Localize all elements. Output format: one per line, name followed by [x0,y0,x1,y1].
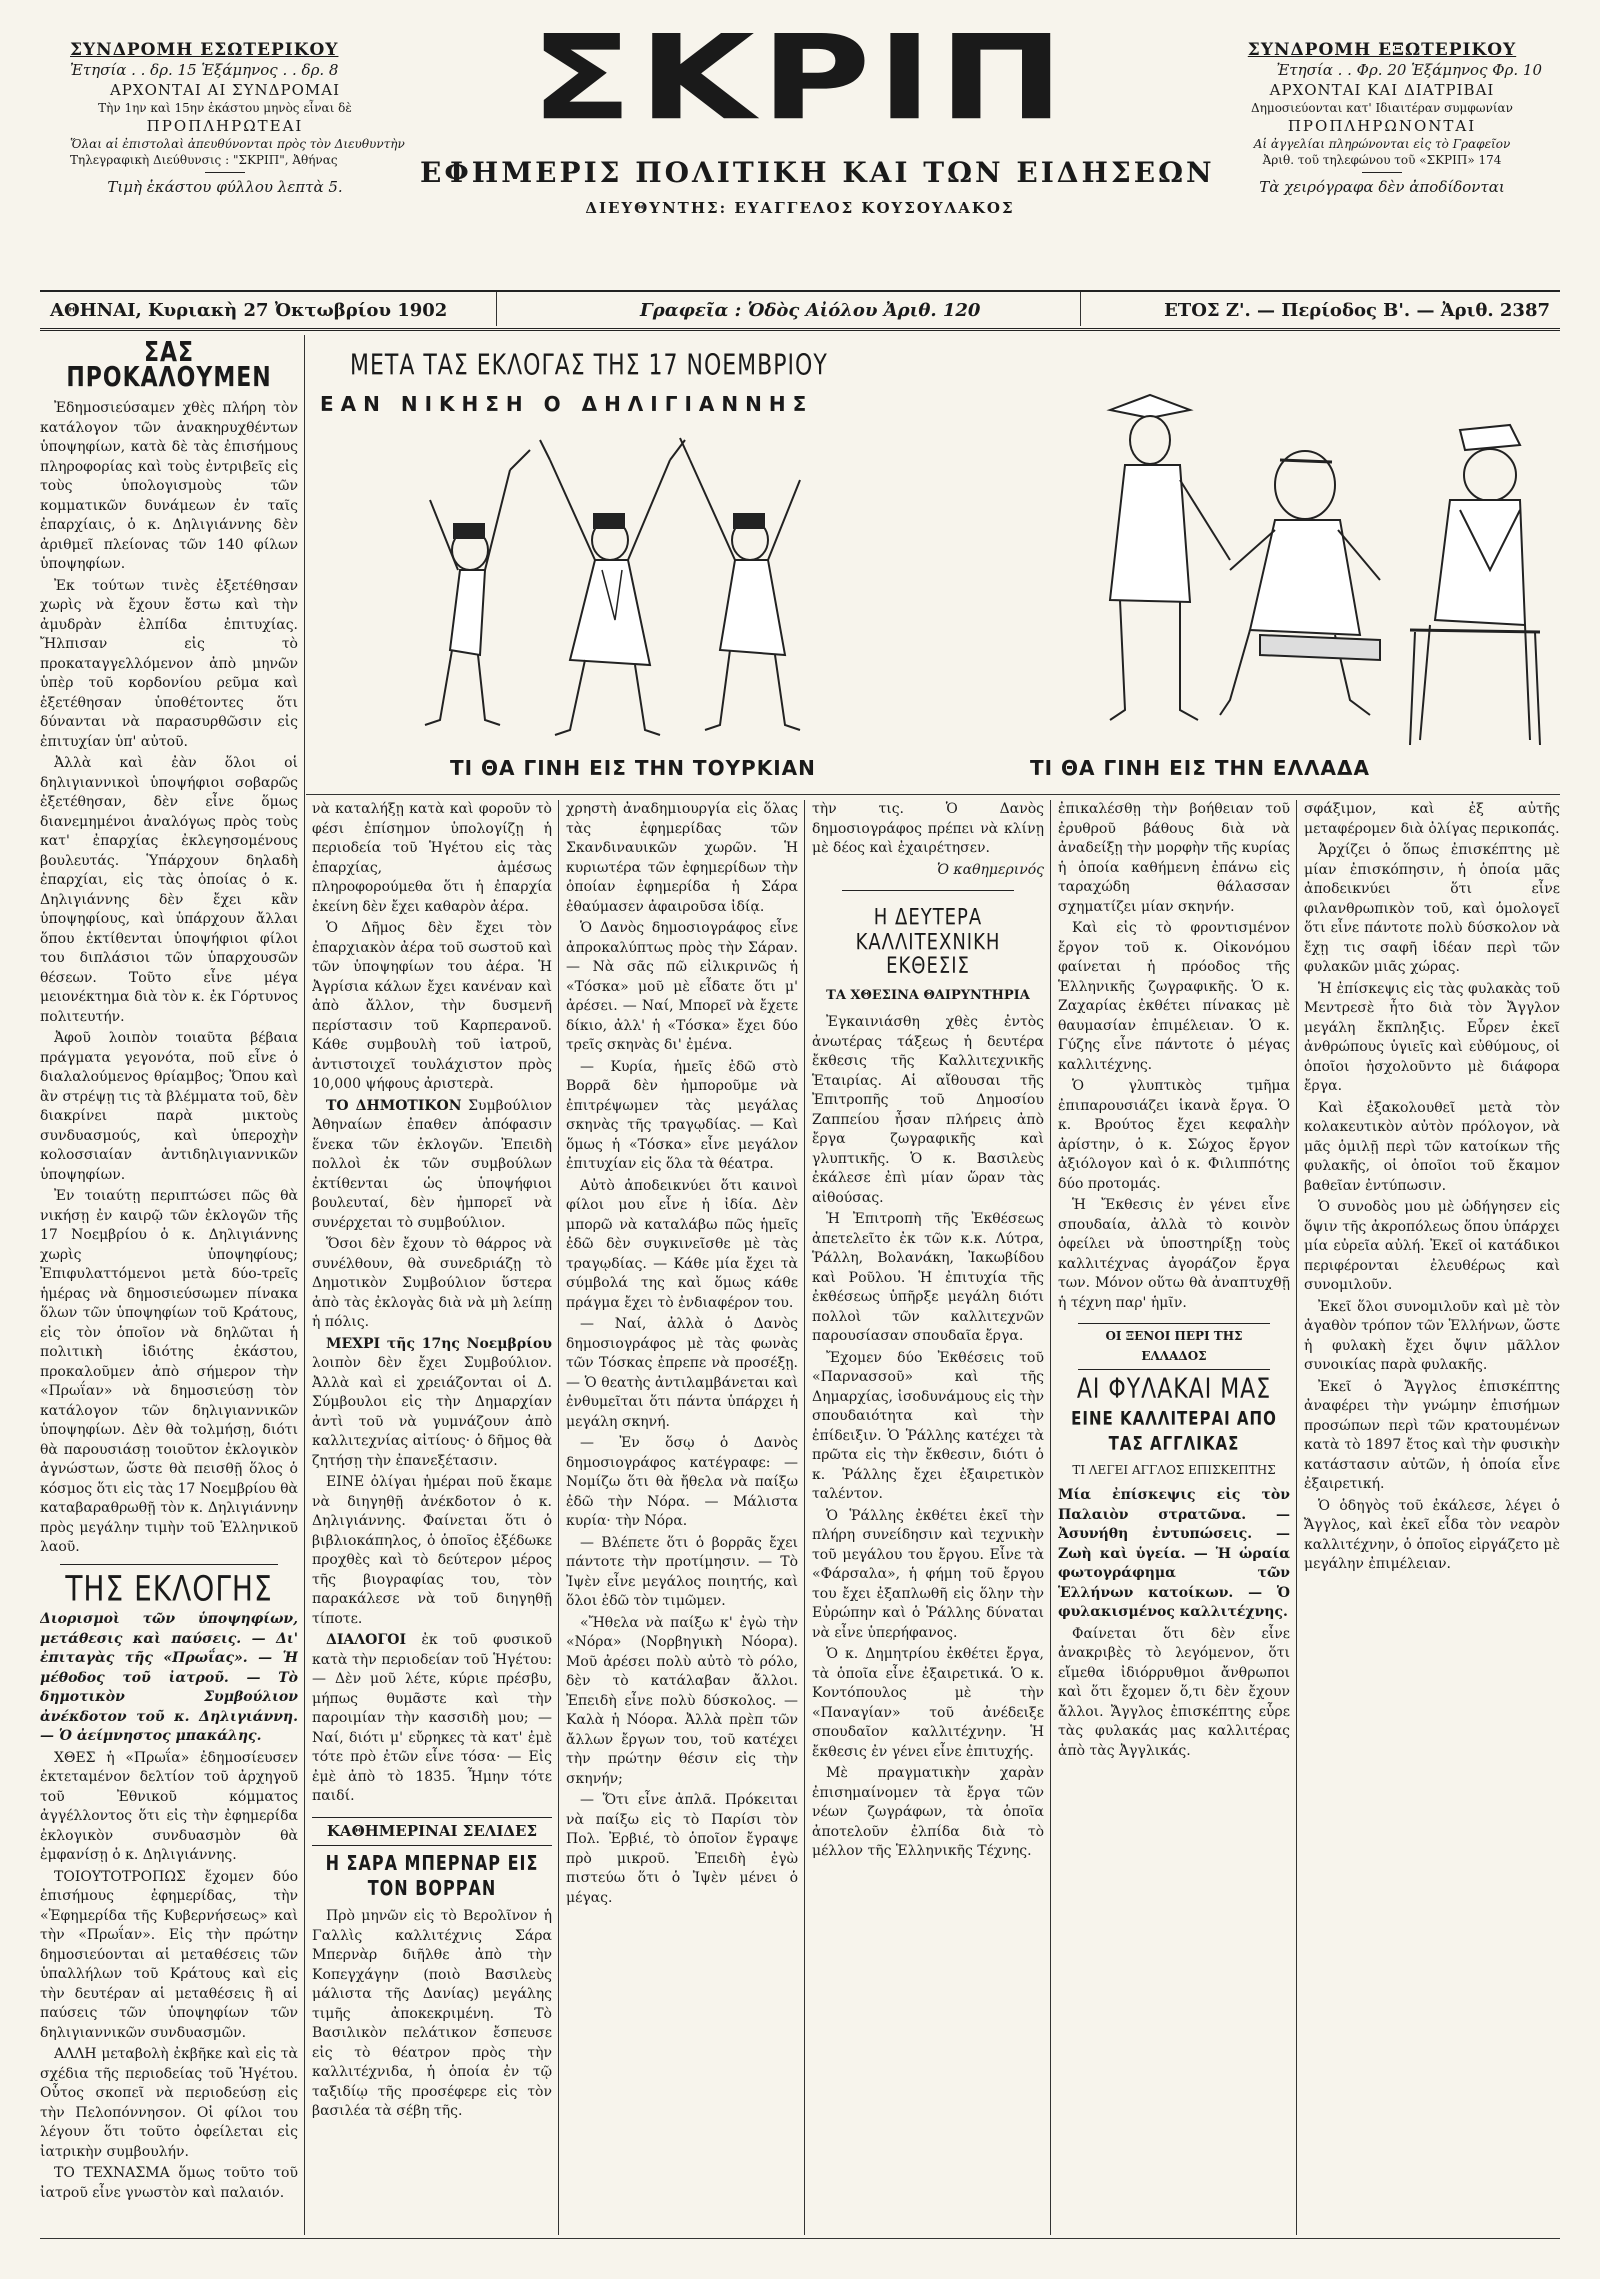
masthead-subtitle: ΕΦΗΜΕΡΙΣ ΠΟΛΙΤΙΚΗ ΚΑΙ ΤΩΝ ΕΙΔΗΣΕΩΝ [420,156,1215,189]
article-heading-prisons: ΑΙ ΦΥΛΑΚΑΙ ΜΑΣ [1076,1373,1272,1406]
article-lead-in: ΔΙΑΛΟΓΟΙ [326,1632,407,1648]
subscription-left-copy-price: Τιμὴ ἑκάστου φύλλου λεπτὰ 5. [107,178,343,196]
article-paragraph: Ἐν τοιαύτῃ περιπτώσει πῶς θὰ νικήσῃ ἐν καιρῷ τῶν ἐκλογῶν τῆς 17 Νοεμβρίου ὁ κ. Δηλιγιάννης χωρὶς ὑποψηφίους; Ἐπιφυλαττόμενοι μετὰ δύο-τρεῖς ἡμέρας νὰ δημοσιεύσωμεν πίνακα ὅλων τῶν ὑποψηφίων τοῦ Κράτους, εἰς τὸν ὁποῖον νὰ δηλῶται ἡ πολιτικὴ ἰδιότης ἑκάστου, προκαλοῦμεν ἀπὸ σήμερον τὴν «Πρωΐαν» νὰ δημοσιεύσῃ τὸν κατάλογον τῶν δηλιγιαννικῶν ὑποψηφίων. Δὲν θὰ τολμήσῃ, διότι θὰ παρουσιάσῃ τοιοῦτον ἐκλογικὸν ἀγνώστων, ὥστε θὰ πεισθῇ ὅλος ὁ κόσμος ὅτι εἰς τὰς 17 Νοεμβρίου θὰ καταβαραθρωθῇ τὸν κ. Δηλιγιάννην πρὸς μεγάλην τιμὴν τοῦ Ἑλληνικοῦ λαοῦ. [40,1188,298,1555]
article-paragraph: σφάξιμον, καὶ ἐξ αὐτῆς μεταφέρομεν διὰ ὀλίγας περικοπάς. [1304,801,1560,837]
article-paragraph: Ἐκεῖ ὅλοι συνομιλοῦν καὶ μὲ τὸν ἀγαθὸν τρόπον τῶν Ἑλλήνων, ὥστε ἡ φυλακὴ ἔχει ὄψιν μᾶλλον συνοικίας παρὰ φυλακῆς. [1304,1298,1560,1373]
article-paragraph: Ἀλλὰ καὶ ἐὰν ὅλοι οἱ δηλιγιαννικοὶ ὑποψήφιοι σοβαρῶς ἐξετέθησαν, δὲν εἶνε ὅμως διανεμημένοι ἀναλόγως πρὸς τοὺς κατ' ἐπαρχίας ἐκλεγησομένους βουλευτάς. Ὑπάρχουν δηλαδὴ ἐπαρχίαι, εἰς τὰς ὁποίας ὁ κ. Δηλιγιάννης δὲν ἔχει κἂν ὑποψηφίους, καὶ ὑπάρχουν ἄλλαι ὅπου ἐκτίθενται ὑποψήφιοι φίλοι του διπλάσιοι τῶν ὑπαρχουσῶν θέσεων. Τοῦτο εἶνε μέγα μειονέκτημα διὰ τὸν κ. ἐκ Γόρτυνος πολιτευτήν. [40,755,298,1025]
article-paragraph: Ἀφοῦ λοιπὸν τοιαῦτα βέβαια πράγματα γεγονότα, ποῦ εἶνε ὁ διαλαλούμενος θρίαμβος; Ὅπου καὶ ἂν στρέψῃ τις τὰ βλέμματα τοῦ, δὲν διακρίνει παρὰ μικτοὺς συνδυασμούς, καὶ ὑπεροχὴν κολοσσιαίαν ἀντιδηλιγιαννικῶν ὑποψηφίων. [40,1030,298,1183]
article-heading-art-exhibition: Η ΔΕΥΤΕΡΑ ΚΑΛΛΙΤΕΧΝΙΚΗ ΕΚΘΕΣΙΣ [855,904,1001,980]
article-paragraph: Ἡ Ἔκθεσις ἐν γένει εἶνε σπουδαία, ἀλλὰ τὸ κοινὸν ὁφείλει νὰ ὑποστηρίξῃ τοὺς καλλιτέχνας ἀγοράζον ἔργα των. Μόνον οὕτω θὰ ἀναπτυχθῇ ἡ τέχνη παρ' ἡμῖν. [1058,1197,1290,1311]
article-paragraph: Ὁ συνοδὸς μου μὲ ὡδήγησεν εἰς ὅψιν τῆς ἀκροπόλεως ὅπου ὑπάρχει μία εὐρεῖα αὐλή. Ἐκεῖ οἱ κατάδικοι περιφέρονται ἐλευθέρως καὶ συνομιλοῦν. [1304,1199,1560,1293]
article-paragraph: Ὁ Δανὸς δημοσιογράφος εἶνε ἀπροκαλύπτως πρὸς τὴν Σάραν. — Νὰ σᾶς πῶ εἰλικρινῶς ἡ «Τόσκα» μοῦ μὲ εἶδατε ὅτι μ' ἀρέσει. — Ναί, Μπορεῖ νὰ ἔχετε δίκιο, ἀλλ' ἡ «Τόσκα» ἔχει δύο τρεῖς σκηνὰς δι' ἐμένα. [566,920,798,1053]
cartoon-caption-greece: ΤΙ ΘΑ ΓΙΝΗ ΕΙΣ ΤΗΝ ΕΛΛΑΔΑ [1030,756,1370,780]
dateline-place-date: ΑΘΗΝΑΙ, Κυριακὴ 27 Ὀκτωβρίου 1902 [50,300,448,321]
article-text: Συμβούλιον Ἀθηναίων ἐπαθεν ἀπόφασιν ἕνεκα τῶν ἐκλογῶν. Ἐπειδὴ πολλοὶ ἐκ τῶν συμβούλων ἐκτίθενται ὡς ὑποψήφιοι βουλευταί, δὲν ἠμπορεῖ νὰ συνέρχεται τὸ συμβούλιον. [312,1097,552,1231]
article-paragraph: Ἐδημοσιεύσαμεν χθὲς πλήρη τὸν κατάλογον τῶν ἀνακηρυχθέντων ὑποψηφίων, κατὰ δὲ τὰς ἐπισήμους πληροφορίας καὶ τοὺς ἐντριβεῖς εἰς τοὺς ὑπολογισμοὺς τῶν κομματικῶν δυνάμεων ἐν ταῖς ἐπαρχίαις, ὁ κ. Δηλιγιάννης δὲν ἀριθμεῖ πλείονας τῶν 140 φίλων ὑποψηφίων. [40,400,298,572]
subscription-left-prepaid: ΠΡΟΠΛΗΡΩΤΕΑΙ [146,117,304,135]
article-heading-elections: ΤΗΣ ΕΚΛΟΓΗΣ [65,1567,273,1609]
article-paragraph: ΑΛΛΗ μεταβολὴ ἐκβῆκε καὶ εἰς τὰ σχέδια τῆς περιοδείας τοῦ Ἡγέτου. Οὗτος σκοπεῖ νὰ περιοδεύσῃ εἰς τὴν Πελοπόννησον. Οἱ φίλοι του λέγουν ὅτι τοῦτο ὀφείλεται εἰς ἰατρικὴν συμβουλήν. [40,2046,298,2160]
masthead-title: ΣΚΡΙΠ [530,10,1070,147]
masthead [420,10,1215,260]
article-paragraph: Ἡ ἐπίσκεψις εἰς τὰς φυλακὰς τοῦ Μεντρεσὲ ἦτο διὰ τὸν Ἄγγλον μεγάλη ἔκπληξις. Εὗρεν ἐκεῖ ἀνθρώπους ὑγιεῖς καὶ εὐθύμους, οἱ ὁποῖοι ἠσχολοῦντο μὲ διάφορα ἔργα. [1304,980,1560,1094]
article-lead-in: ΜΕΧΡΙ τῆς 17ης Νοεμβρίου [326,1335,552,1352]
article-paragraph: ΤΟΙΟΥΤΟΤΡΟΠΩΣ ἔχομεν δύο ἐπισήμους ἐφημερίδας, τὴν «Ἐφημερίδα τῆς Κυβερνήσεως» καὶ τὴν «Πρωΐαν». Εἰς τὴν πρώτην δημοσιεύονται αἱ μεταθέσεις τῶν ὑπαλλήλων τοῦ Κράτους καὶ εἰς τὴν δευτέραν αἱ μεταθέσεις ἢ αἱ παύσεις τῶν ὑποψηφίων τῶν δηλιγιαννικῶν συνδυασμῶν. [40,1868,298,2041]
subscription-right-ads: Αἱ ἀγγελίαι πληρώνονται εἰς τὸ Γραφεῖον [1253,137,1511,151]
subscription-left-telegraph: Τηλεγραφικὴ Διεύθυνσις : "ΣΚΡΙΠ", Ἀθήνας [70,153,338,167]
article-heading-sarah-bernhardt: Η ΣΑΡΑ ΜΠΕΡΝΑΡ ΕΙΣ ΤΟΝ ΒΟΡΡΑΝ [325,1851,539,1900]
article-paragraph: Ἀρχίζει ὁ ὅπως ἐπισκέπτης μὲ μίαν ἐπισκόπησιν, ἡ ὁποία μᾶς ἀποδεικνύει ὅτι εἶνε φιλανθρωπικὸν τοῦ, καὶ ὁμολογεῖ ὅτι εἶνε πάντοτε πολὺ δύσκολον νὰ ἔχῃ τις σαφῆ ἰδέαν περὶ τῶν φυλακῶν μιᾶς χώρας. [1304,842,1560,975]
article-paragraph: Καὶ ἐξακολουθεῖ μετὰ τὸν κολακευτικὸν αὐτὸν πρόλογον, νὰ μᾶς ὁμιλῇ περὶ τῶν κατοίκων τῆς φυλακῆς, οἱ ὁποῖοι τοῦ ἔκαμον βαθεῖαν ἐντύπωσιν. [1304,1099,1560,1194]
article-paragraph: — Κυρία, ἡμεῖς ἐδῶ στὸ Βορρᾶ δὲν ἠμποροῦμε νὰ ἐπιτρέψωμεν τὰς μεγάλας σκηνὰς τῆς τραγῳδίας. — Καὶ ὅμως ἡ «Τόσκα» εἶνε μεγάλον ἐπιτυχίαν εἰς ὅλα τὰ θέατρα. [566,1058,798,1172]
cartoon-title: ΜΕΤΑ ΤΑΣ ΕΚΛΟΓΑΣ ΤΗΣ 17 ΝΟΕΜΒΡΙΟΥ [350,350,828,383]
article-paragraph: Ἔχομεν δύο Ἐκθέσεις τοῦ «Παρνασσοῦ» καὶ τῆς Δημαρχίας, ἰσοδυνάμους εἰς τὴν σπουδαιότητα καὶ τὴν ἐπίδειξιν. Ὁ Ῥάλλης κατέχει τὰ πρῶτα εἰς τὴν ἔκθεσιν, διότι ὁ κ. Ῥάλλης ἔχει ἐξαιρετικὸν ταλέντον. [812,1349,1044,1502]
article-paragraph: — Ἐν ὅσῳ ὁ Δανὸς δημοσιογράφος κατέγραφε: — Νομίζω ὅτι θὰ ἤθελα νὰ παίξω ἐδῶ τὴν Νόρα. — Μάλιστα κυρία· τὴν Νόρα. [566,1435,798,1529]
cartoon-dancers-illustration [390,420,860,760]
column-6 [1304,800,1560,2235]
subscription-left-title: ΣΥΝΔΡΟΜΗ ΕΣΩΤΕΡΙΚΟΥ [70,40,339,60]
article-paragraph [312,1631,552,1807]
article-paragraph: νὰ καταλήξῃ κατὰ καὶ φοροῦν τὸ φέσι ἐπίσημον ὑπολογίζῃ ἡ περιοδεία τοῦ Ἡγέτου εἰς τὰς ἐπαρχίας, ἀμέσως πληροφορούμεθα ὅτι ἡ ἐπαρχία ἐκείνη δὲν ἔχει καθαρὸν ἀέρα. [312,801,552,915]
article-paragraph: Ὁ Ῥάλλης ἐκθέτει ἐκεῖ τὴν πλήρη συνείδησιν καὶ τεχνικὴν τοῦ μεγάλου του ἔργου. Εἶνε τὰ «Φάρσαλα», ἡ φήμη τοῦ ἔργου του ἔχει ἐξαπλωθῆ εἰς ὅλην τὴν Εὐρώπην καὶ ὁ Ῥάλλης δύναται νὰ εἶνε ὑπερήφανος. [812,1507,1044,1641]
article-paragraph: Ἐκεῖ ὁ Ἄγγλος ἐπισκέπτης ἀναφέρει τὴν γνώμην ἐπισήμων προσώπων περὶ τῶν κρατουμένων κατὰ τὸ 1897 ἔτος καὶ τὴν φυσικὴν κατάστασιν αὐτῶν, ἡ ὁποία εἶνε ἐξαιρετική. [1304,1378,1560,1492]
dateline-issue: ΕΤΟΣ Ζ'. — Περίοδος Β'. — Ἀριθ. 2387 [1164,300,1550,321]
column-3 [566,800,798,2235]
article-lead: Διορισμοὶ τῶν ὑποψηφίων, μετάθεσις καὶ παύσεις. — Δι' ἐπιταγὰς τῆς «Πρωΐας». — Ἡ μέθοδος τοῦ ἰατροῦ. — Τὸ δημοτικὸν Συμβούλιον ἀνέκδοτον τοῦ κ. Δηλιγιάννη. — Ὁ ἀείμνηστος μπακάλης. [40,1611,298,1744]
subscription-right-articles: ΑΡΧΟΝΤΑΙ ΚΑΙ ΔΙΑΤΡΙΒΑΙ [1269,81,1495,99]
article-paragraph: — Ὅτι εἶνε ἀπλᾶ. Πρόκειται νὰ παίξω εἰς τὸ Παρίσι τὸν Πολ. Ἐρβιέ, τὸ ὁποῖον ἔγραψε πρὸ μικροῦ. Ἐπειδὴ ἐγὼ πιστεύω ὅτι ὁ Ἰψὲν μένει ὁ μέγας. [566,1792,798,1906]
cartoon-caption-turkey: ΤΙ ΘΑ ΓΙΝΗ ΕΙΣ ΤΗΝ ΤΟΥΡΚΙΑΝ [450,756,816,780]
article-paragraph: Αὐτὸ ἀποδεικνύει ὅτι καινοὶ φίλοι μου εἶνε ἡ ἰδία. Δὲν μπορῶ νὰ καταλάβω πῶς ἡμεῖς ἐδῶ δὲν συγκινεῖσθε μὲ τὰς τραγῳδίας. — Κάθε μία ἔχει τὰ σύμβολά της καὶ ὅμως κάθε πράγμα ἔχει τὸ ἐνδιαφέρον του. [566,1177,798,1311]
subscription-right-title: ΣΥΝΔΡΟΜΗ ΕΞΩΤΕΡΙΚΟΥ [1247,40,1517,60]
cartoon-subtitle: ΕΑΝ ΝΙΚΗΣΗ Ο ΔΗΛΙΓΙΑΝΝΗΣ [320,392,814,416]
subscription-right-price: Ἐτησία . . Φρ. 20 Ἑξάμηνος Φρ. 10 [1276,61,1542,79]
article-paragraph [312,1335,552,1472]
article-paragraph: Ἐγκαινιάσθη χθὲς ἐντὸς ἀνωτέρας τάξεως ἡ δευτέρα ἔκθεσις τῆς Καλλιτεχνικῆς Ἑταιρίας. Αἱ αἴθουσαι τῆς Ἐπιτροπῆς τοῦ Δημοσίου Ζαππείου ἦσαν πλήρεις ἀπὸ ἔργα ζωγραφικῆς καὶ γλυπτικῆς. Ὁ κ. Βασιλεὺς ἐκάλεσε ἐπὶ μίαν ὥραν τὰς αἰθούσας. [812,1014,1044,1206]
article-paragraph: τὴν τις. Ὁ Δανὸς δημοσιογράφος πρέπει νὰ κλίνῃ μὲ δέος καὶ ἐχαιρέτησεν. [812,801,1044,856]
cartoon-panel [310,340,1560,790]
article-paragraph: ΤΟ ΤΕΧΝΑΣΜΑ ὅμως τοῦτο τοῦ ἰατροῦ εἶνε γνωστὸν καὶ παλαιόν. [40,2165,298,2201]
article-paragraph: Ὁ κ. Δημητρίου ἐκθέτει ἔργα, τὰ ὁποῖα εἶνε ἐξαιρετικά. Ὁ κ. Κοντόπουλος μὲ τὴν «Παναγίαν» τοῦ ἀνέδειξε σπουδαῖον καλλιτέχνην. Ἡ ἔκθεσις ἐν γένει εἶνε ἐπιτυχής. [812,1646,1044,1760]
article-paragraph: Ὁ Δῆμος δὲν ἔχει τὸν ἐπαρχιακὸν ἀέρα τοῦ σωστοῦ καὶ τῶν ὑποψηφίων του ἀέρα. Ἡ Ἀγρίσια κάλων ἔχει κανέναν καὶ ἀπὸ ἄλλον, τὴν δυσμενῆ περίστασιν τοῦ Καρπερανοῦ. Κάθε συμβουλὴ τοῦ ἰατροῦ, ἀντιστοιχεῖ τουλάχιστον πρὸς 10,000 ψήφους ἀριστερὰ. [312,920,552,1092]
article-paragraph: — Ναί, ἀλλὰ ὁ Δανὸς δημοσιογράφος μὲ τὰς φωνὰς τῶν Τόσκας ἐπρεπε νὰ προσέξῃ. — Ὁ θεατὴς ἀντιλαμβάνεται καὶ ἐνθυμεῖται ὅτι πάντα ὑπάρχει ἡ μεγάλη σκηνή. [566,1316,798,1430]
article-paragraph: Καὶ εἰς τὸ φροντισμένον ἔργον τοῦ κ. Οἰκονόμου φαίνεται ἡ πρόοδος τῆς Ἑλληνικῆς ζωγραφικῆς. Ὁ κ. Ζαχαρίας ἐκθέτει πίνακας μὲ θαυμασίαν ἐπιμέλειαν. Ὁ κ. Γύζης εἶνε πάντοτε ὁ μέγας καλλιτέχνης. [1058,920,1290,1073]
article-paragraph: ΕΙΝΕ ὀλίγαι ἡμέραι ποῦ ἔκαμε νὰ διηγηθῇ ἀνέκδοτον ὁ κ. Δηλιγιάννης. Φαίνεται ὅτι ὁ βιβλιοκάπηλος, ὁ ὁποῖος ἐξέδωκε προχθὲς καὶ τὸ δεύτερον μέρος τῆς βιογραφίας του, τὸν παρακάλεσε νὰ τοῦ διηγηθῇ τίποτε. [312,1474,552,1627]
article-paragraph: Πρὸ μηνῶν εἰς τὸ Βερολῖνον ἡ Γαλλὶς καλλιτέχνις Σάρα Μπερνὰρ διῆλθε ἀπὸ τὴν Κοπεγχάγην (ποιὸ Βασιλεὺς μάλιστα τῆς Δανίας) μεγάλης τιμῆς ἀποκεκριμένη. Τὸ Βασιλικὸν πελάτικον ἔσπευσε εἰς τὸ θέατρον πρὸς τὴν καλλιτέχνιδα, ἡ ὁποία ἐν τῷ ταξιδίῳ τῆς προσέφερε εἰς τὸν βασιλέα τὰ σέβη τῆς. [312,1908,552,2119]
subscription-left-start: ΑΡΧΟΝΤΑΙ ΑΙ ΣΥΝΔΡΟΜΑΙ [109,81,341,99]
article-paragraph: Μὲ πραγματικὴν χαρὰν ἐπισημαίνομεν τὰ ἔργα τῶν νέων ζωγράφων, τὰ ὁποῖα ἀποτελοῦν ἐλπίδα διὰ τὸ μέλλον τῆς Ἑλληνικῆς Τέχνης. [812,1765,1044,1859]
column-5 [1058,800,1290,2235]
subscription-right-prepaid: ΠΡΟΠΛΗΡΩΝΟΝΤΑΙ [1287,117,1477,135]
section-title-foreigners: ΟΙ ΞΕΝΟΙ ΠΕΡΙ ΤΗΣ ΕΛΛΑΔΟΣ [1078,1323,1270,1370]
article-text: ἐκ τοῦ φυσικοῦ κατὰ τὴν περιοδείαν τοῦ Ἡγέτου: — Δὲν μοῦ λέτε, κύριε πρέσβυ, μήπως θυμᾶστε καὶ τὴν παροιμίαν τὴν κασσιδὴ μου; — Ναί, διότι μ' εὔρηκες τὰ κατ' ἐμὲ τότε πρὸ ἐτῶν εἶνε τόσα· — Εἰς ἐμὲ ἀπὸ τὸ 1835. Ἦμην τότε παιδί. [312,1632,552,1804]
section-title-daily-pages: ΚΑΘΗΜΕΡΙΝΑΙ ΣΕΛΙΔΕΣ [312,1817,552,1847]
article-paragraph: «Ἤθελα νὰ παίξω κ' ἐγὼ τὴν «Νόρα» (Νορβηγικὴ Νόορα). Μοῦ ἀρέσει πολὺ αὐτὸ τὸ ρόλο, δὲν τὸ κατάλαβαν ἄλλοι. Ἐπειδὴ εἶνε πολὺ δύσκολος. — Καλὰ ἡ Νόορα. Ἀλλὰ πρὲπ τῶν ἄλλων ἔργων του, τοῦ κατέχει τὴν πρώτην θέσιν εἰς τὴν σκηνήν; [566,1614,798,1787]
article-text: λοιπὸν δὲν ἔχει Συμβούλιον. Ἀλλὰ καὶ εἰ χρειάζονται οἱ Δ. Σύμβουλοι εἰς τὴν Δημαρχίαν ἀντὶ τοῦ νὰ γυμνάζουν ἀπὸ καλλιτεχνίας αἰτίους· ὁ δῆμος θὰ ζητήσῃ τὴν ἐπανεξέτασιν. [312,1355,552,1469]
subscription-right-phone: Ἀριθ. τοῦ τηλεφώνου τοῦ «ΣΚΡΙΠ» 174 [1262,153,1502,167]
article-heading-prisons-sub: ΕΙΝΕ ΚΑΛΛΙΤΕΡΑΙ ΑΠΟ ΤΑΣ ΑΓΓΛΙΚΑΣ [1071,1406,1277,1454]
article-paragraph: ΧΘΕΣ ἡ «Πρωΐα» ἐδημοσίευσεν ἐκτεταμένον δελτίον τοῦ ἀρχηγοῦ τοῦ Ἐθνικοῦ κόμματος ἀγγέλλοντος ὅτι εἰς τὴν ἐφημερίδα ἐκλογικὸν συνδυασμὸν θὰ ἐμφανίσῃ ὁ κ. Δηλιγιάννης. [40,1749,298,1863]
article-signature: Ὁ καθημερινός [936,861,1044,878]
article-paragraph [312,1097,552,1234]
article-paragraph: Ὁ γλυπτικὸς τμῆμα ἐπιπαρουσιάζει ἱκανὰ ἔργα. Ὁ κ. Βρούτος ἔχει κεφαλὴν ἀρίστην, ὁ κ. Σώχος ἔργον ἀξιόλογον καὶ ὁ κ. Φιλιππότης δύο προτομάς. [1058,1078,1290,1192]
article-lead: Μία ἐπίσκεψις εἰς τὸν Παλαιὸν στρατῶνα. — Ἀσυνήθη ἐντυπώσεις. — Ζωὴ καὶ ὑγεία. — Ἡ ὡραία φωτογράφημα τῶν Ἑλλήνων κατοίκων. — Ὁ φυλακισμένος καλλιτέχνης. [1058,1487,1290,1620]
article-paragraph: — Βλέπετε ὅτι ὁ βορρᾶς ἔχει πάντοτε τὴν προτίμησιν. — Τὸ Ἰψὲν εἶνε μεγάλος ποιητής, καὶ ὅλοι ἐδῶ τὸν τιμῶμεν. [566,1534,798,1609]
article-lead-in: ΤΟ ΔΗΜΟΤΙΚΟΝ [326,1097,462,1114]
article-subheading: ΤΙ ΛΕΓΕΙ ΑΓΓΛΟΣ ΕΠΙΣΚΕΠΤΗΣ [1072,1462,1276,1477]
subscription-right-manuscripts: Τὰ χειρόγραφα δὲν ἀποδίδονται [1259,178,1505,196]
article-paragraph: Φαίνεται ὅτι δὲν εἶνε ἀνακριβὲς τὸ λεγόμενον, ὅτι εἴμεθα ἰδιόρρυθμοι ἄνθρωποι καὶ ὅτι ἔχομεν ὅ,τι δὲν ἔχουν ἄλλοι. Ἄγγλος ἐπισκέπτης εὗρε τὰς φυλακάς μας καλλιτέρας ἀπὸ τὰς Ἀγγλικάς. [1058,1625,1290,1759]
article-paragraph: Ἐκ τούτων τινὲς ἐξετέθησαν χωρὶς νὰ ἔχουν ἔστω καὶ τὴν ἀμυδρὰν ἐλπίδα ἐπιτυχίας. Ἤλπισαν εἰς τὸ προκαταγγελλόμενον ἀπὸ μηνῶν ὑπὲρ τοῦ κορδονίου ρεῦμα καὶ ἐξετέθησαν ὑποθέτοντες ὅτι δύνανται νὰ παρασυρθῶσιν εἰς ἐπιτυχίαν ὑπ' αὐτοῦ. [40,577,298,750]
subscription-left-letters: Ὅλαι αἱ ἐπιστολαὶ ἀπευθύνονται πρὸς τὸν Διευθυντὴν [70,137,405,151]
article-subheading: ΤΑ ΧΘΕΣΙΝΑ ΘΑΙΡΥΝΤΗΡΙΑ [826,987,1030,1003]
article-paragraph: Ὅσοι δὲν ἔχουν τὸ θάρρος νὰ συνέλθουν, θὰ συνεδριάζῃ τὸ Δημοτικὸν Συμβούλιον ὕστερα ἀπὸ τὰς ἐκλογὰς διὰ νὰ μὴ λείπῃ ἡ πόλις. [312,1236,552,1330]
dateline-office: Γραφεῖα : Ὁδὸς Αἰόλου Ἀριθ. 120 [640,300,981,321]
subscription-left-price: Ἐτησία . . δρ. 15 Ἑξάμηνος . . δρ. 8 [70,61,339,79]
article-paragraph: Ὁ ὁδηγὸς τοῦ ἐκάλεσε, λέγει ὁ Ἄγγλος, καὶ ἐκεῖ εἶδα τὸν νεαρὸν καλλιτέχνην, ὁ ὁποῖος εἰργάζετο μὲ μεγάλην ἐπιμέλειαν. [1304,1497,1560,1572]
article-heading-challenge: ΣΑΣ ΠΡΟΚΑΛΟΥΜΕΝ [66,340,272,393]
dateline [40,290,1560,331]
column-1 [40,340,298,2235]
article-paragraph: χρηστὴ ἀναδημιουργία εἰς ὅλας τὰς ἐφημερίδας τῶν Σκανδιναυικῶν χωρῶν. Ἡ κυριωτέρα τῶν ἐφημερίδων τὴν ὁποίαν ἐφημερίδα ἡ Σάρα ἐθαύμασεν ἀφαιροῦσα ἰδίᾳ. [566,801,798,915]
subscription-left-dates: Τὴν 1ην καὶ 15ην ἑκάστου μηνὸς εἶναι δὲ [98,101,352,115]
subscription-right [1222,40,1542,197]
masthead-director: ΔΙΕΥΘΥΝΤΗΣ: ΕΥΑΓΓΕΛΟΣ ΚΟΥΣΟΥΛΑΚΟΣ [585,199,1015,217]
article-paragraph: Ἡ Ἐπιτροπὴ τῆς Ἐκθέσεως ἀπετελεῖτο ἐκ τῶν κ.κ. Λύτρα, Ῥάλλη, Βολανάκη, Ἰακωβίδου καὶ Ροῦλου. Ἡ ἐπιτυχία τῆς ἐκθέσεως ὑπῆρξε μεγάλη διότι πολλοὶ τῶν καλλιτεχνῶν παρουσίασαν σπουδαῖα ἔργα. [812,1211,1044,1344]
column-2 [312,800,552,2235]
subscription-right-publish: Δημοσιεύονται κατ' Ιδιαιτέραν συμφωνίαν [1251,101,1513,115]
article-paragraph: ἐπικαλέσθῃ τὴν βοήθειαν τοῦ ἐρυθροῦ βάθους διὰ νὰ ἀναδείξῃ τὴν μορφὴν τῆς κυρίας ἡ ὁποία καθήμενη ἐπάνω εἰς ταραχώδη θάλασσαν σχηματίζει μίαν σκηνήν. [1058,801,1290,915]
column-4 [812,800,1044,2235]
subscription-left [70,40,405,197]
cartoon-greece-illustration [1080,370,1560,770]
